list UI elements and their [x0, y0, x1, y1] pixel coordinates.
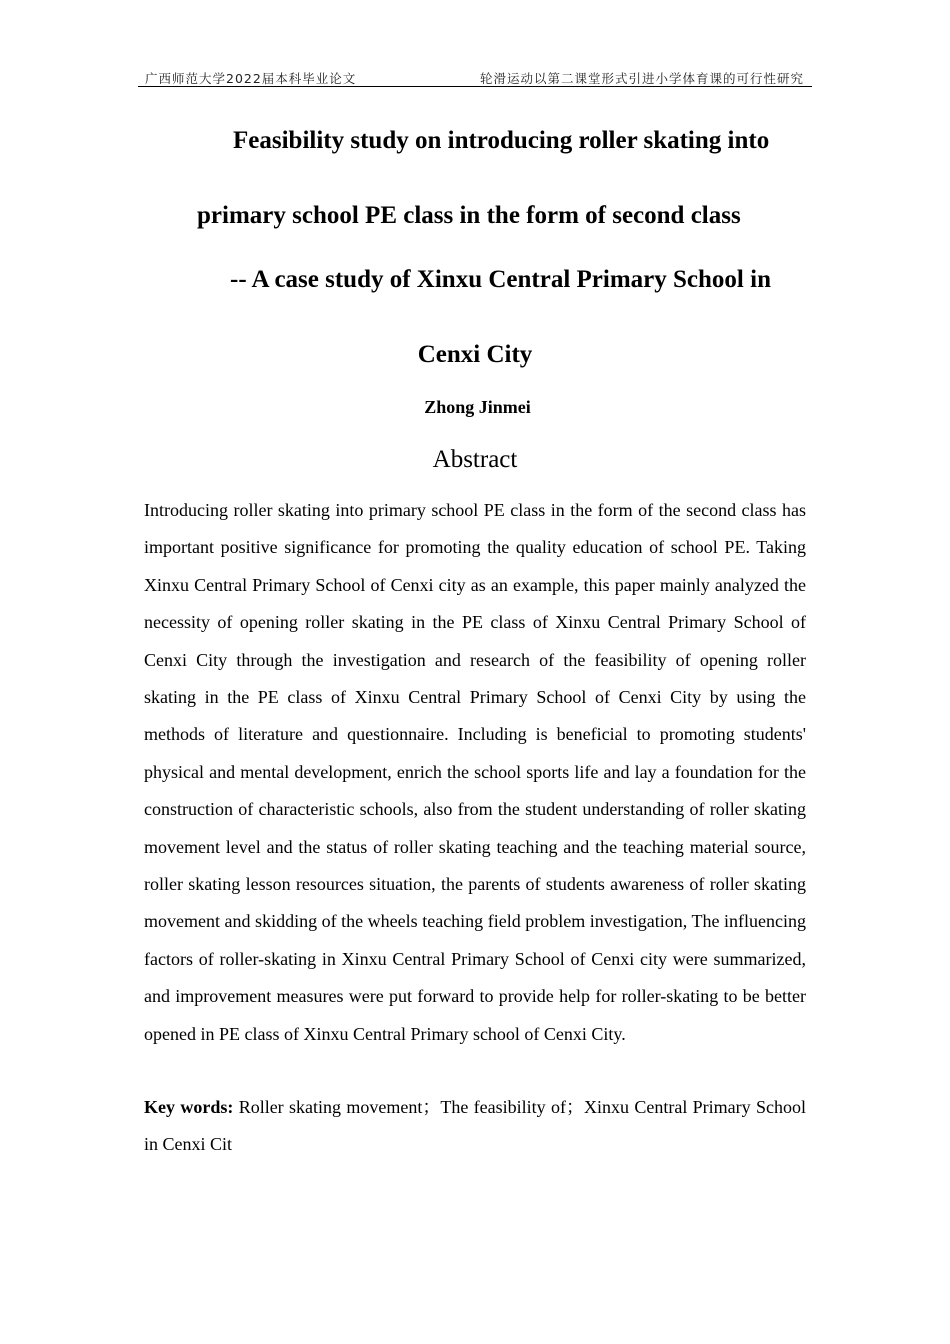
abstract-heading: Abstract	[432, 446, 518, 473]
title-line-2: primary school PE class in the form of second class	[197, 202, 741, 229]
keywords-label: Key words:	[144, 1097, 234, 1117]
header-left-text: 广西师范大学2022届本科毕业论文	[145, 71, 357, 86]
title-line-3: -- A case study of Xinxu Central Primary School in	[230, 266, 771, 293]
abstract-body: Introducing roller skating into primary school PE class in the form of the second class has important positive significance for promoting the quality education of school PE. Taking Xinxu Central Primary School of Cenxi city as an example, this paper mainly analyzed the necessity of opening roller skating in the PE class of Xinxu Central Primary School of Cenxi City through the investigation and research of the feasibility of opening roller skating in the PE class of Xinxu Central Primary School of Cenxi City by using the methods of literature and questionnaire. Including is beneficial to promoting students' physical and mental development, enrich the school sports life and lay a foundation for the construction of characteristic schools, also from the student understanding of roller skating movement level and the status of roller skating teaching and the teaching material source, roller skating lesson resources situation, the parents of students awareness of roller skating movement and skidding of the wheels teaching field problem investigation, The influencing factors of roller-skating in Xinxu Central Primary School of Cenxi city were summarized, and improvement measures were put forward to provide help for roller-skating to be better opened in PE class of Xinxu Central Primary school of Cenxi City.	[144, 500, 806, 1044]
running-header	[138, 68, 812, 87]
title-line-4: Cenxi City	[417, 341, 533, 368]
title-line-1: Feasibility study on introducing roller skating into	[233, 127, 770, 154]
keywords-text: Roller skating movement；The feasibility of；Xinxu Central Primary School in Cenxi Cit	[144, 1097, 806, 1155]
header-right-text: 轮滑运动以第二课堂形式引进小学体育课的可行性研究	[479, 71, 804, 86]
keywords-paragraph	[144, 1089, 806, 1164]
author-name: Zhong Jinmei	[424, 397, 531, 417]
